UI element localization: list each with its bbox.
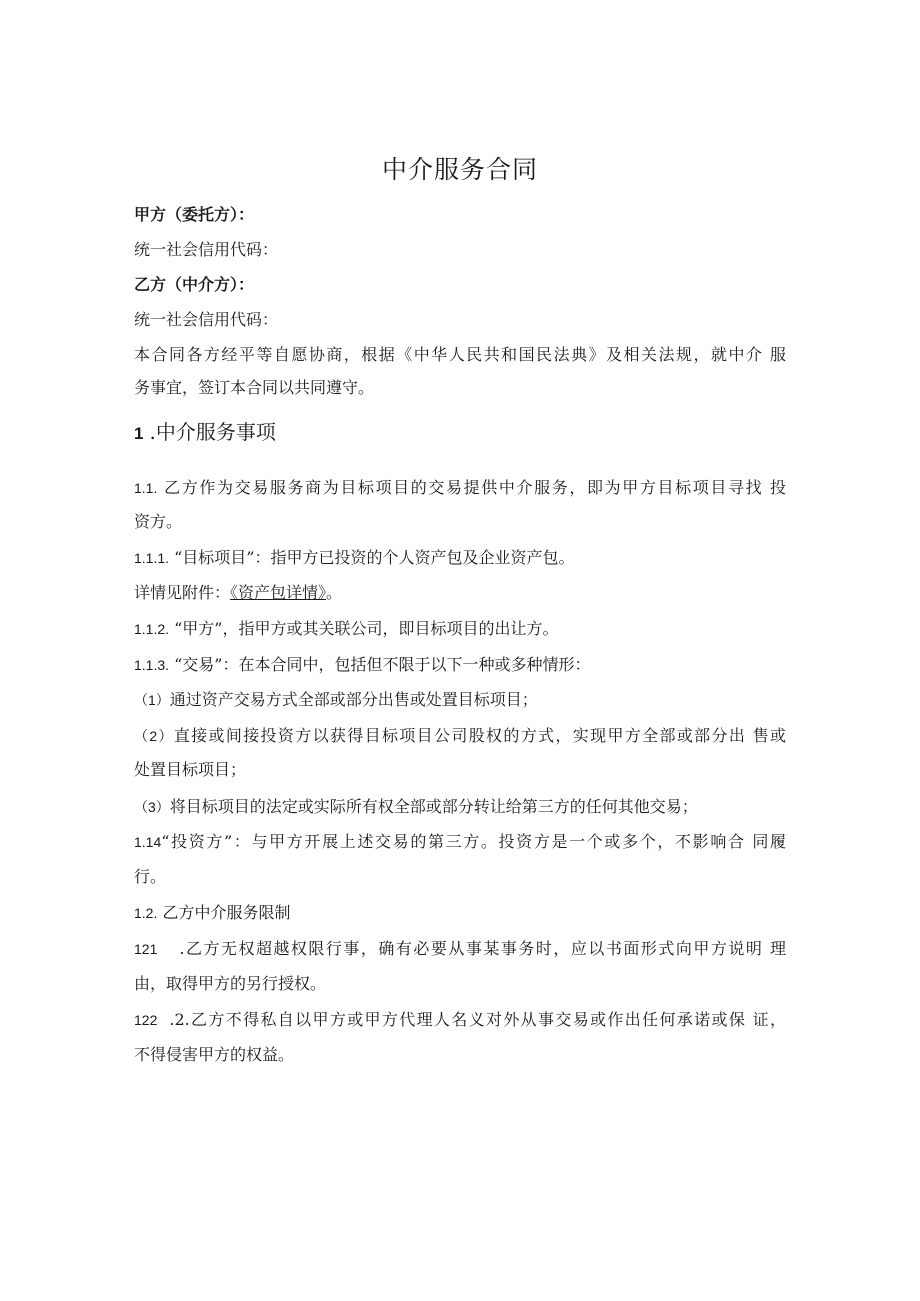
clause-1-14-number: 1.14 xyxy=(134,834,162,850)
clause-122-text: .2.乙方不得私自以甲方或甲方代理人名义对外从事交易或作出任何承诺或保 证， xyxy=(169,1010,786,1029)
list-item-2-text: 直接或间接投资方以获得目标项目公司股权的方式，实现甲方全部或部分出 售或 xyxy=(173,726,786,745)
document-title: 中介服务合同 xyxy=(381,155,538,184)
clause-122-line-2: 不得侵害甲方的权益。 xyxy=(134,1045,295,1064)
clause-1-14-line-2: 行。 xyxy=(134,867,167,886)
attachment-prefix: 详情见附件： xyxy=(134,583,231,602)
clause-1-1-line-2: 资方。 xyxy=(134,512,183,531)
list-item-2-line-1 xyxy=(134,726,786,746)
clause-121-number: 121 xyxy=(134,941,158,957)
list-item-1-text: 通过资产交易方式全部或部分出售或处置目标项目； xyxy=(169,690,538,709)
list-item-2-line-2: 处置目标项目； xyxy=(134,760,247,779)
party-a-credit-code: 统一社会信用代码： xyxy=(134,240,279,259)
clause-1-1-1-number: 1.1.1. xyxy=(134,550,170,566)
section-1-heading xyxy=(134,420,786,446)
section-1-title: .中介服务事项 xyxy=(149,420,276,444)
party-b-label: 乙方（中介方）： xyxy=(134,275,255,294)
list-item-3 xyxy=(134,797,786,817)
clause-1-14-text: “投资方”：与甲方开展上述交易的第三方。投资方是一个或多个，不影响合 同履 xyxy=(161,832,786,851)
clause-121-text: .乙方无权超越权限行事，确有必要从事某事务时，应以书面形式向甲方说明 理 xyxy=(179,939,786,958)
clause-1-2-text: 乙方中介服务限制 xyxy=(162,903,291,922)
intro-line-1: 本合同各方经平等自愿协商，根据《中华人民共和国民法典》及相关法规，就中介 服 xyxy=(134,345,786,364)
clause-1-1-2-number: 1.1.2. xyxy=(134,621,170,637)
clause-1-1-3 xyxy=(134,655,786,675)
clause-122-line-1 xyxy=(134,1010,786,1030)
clause-1-1-1 xyxy=(134,548,786,568)
clause-1-14-line-1 xyxy=(134,832,786,852)
attachment-suffix: 。 xyxy=(326,583,343,602)
attachment-link[interactable]: 《资产包详情》 xyxy=(230,583,327,602)
clause-1-1-1-text: “目标项目”：指甲方已投资的个人资产包及企业资产包。 xyxy=(174,548,575,567)
clause-121-line-1 xyxy=(134,939,786,959)
list-item-1 xyxy=(134,690,786,710)
list-item-3-number: （3） xyxy=(134,799,170,815)
clause-1-1-3-text: “交易”：在本合同中，包括但不限于以下一种或多种情形： xyxy=(174,655,591,674)
clause-1-1-3-number: 1.1.3. xyxy=(134,657,170,673)
clause-1-1-2-text: “甲方”，指甲方或其关联公司，即目标项目的出让方。 xyxy=(174,619,559,638)
party-b-credit-code: 统一社会信用代码： xyxy=(134,310,279,329)
attachment-line xyxy=(134,583,786,603)
clause-1-2 xyxy=(134,903,786,923)
intro-line-2: 务事宜，签订本合同以共同遵守。 xyxy=(134,378,375,397)
list-item-3-text: 将目标项目的法定或实际所有权全部或部分转让给第三方的任何其他交易； xyxy=(169,797,698,816)
list-item-2-number: （2） xyxy=(134,728,174,744)
clause-1-1-2 xyxy=(134,619,786,639)
party-a-label: 甲方（委托方）： xyxy=(134,205,255,224)
list-item-1-number: （1） xyxy=(134,692,170,708)
clause-1-2-number: 1.2. xyxy=(134,905,158,921)
clause-121-line-2: 由，取得甲方的另行授权。 xyxy=(134,974,327,993)
clause-1-1-line-1 xyxy=(134,478,786,498)
section-1-number: 1 xyxy=(134,424,144,443)
clause-1-1-number: 1.1. xyxy=(134,480,158,496)
clause-122-number: 122 xyxy=(134,1012,158,1028)
clause-1-1-text: 乙方作为交易服务商为目标项目的交易提供中介服务，即为甲方目标项目寻找 投 xyxy=(164,478,786,497)
